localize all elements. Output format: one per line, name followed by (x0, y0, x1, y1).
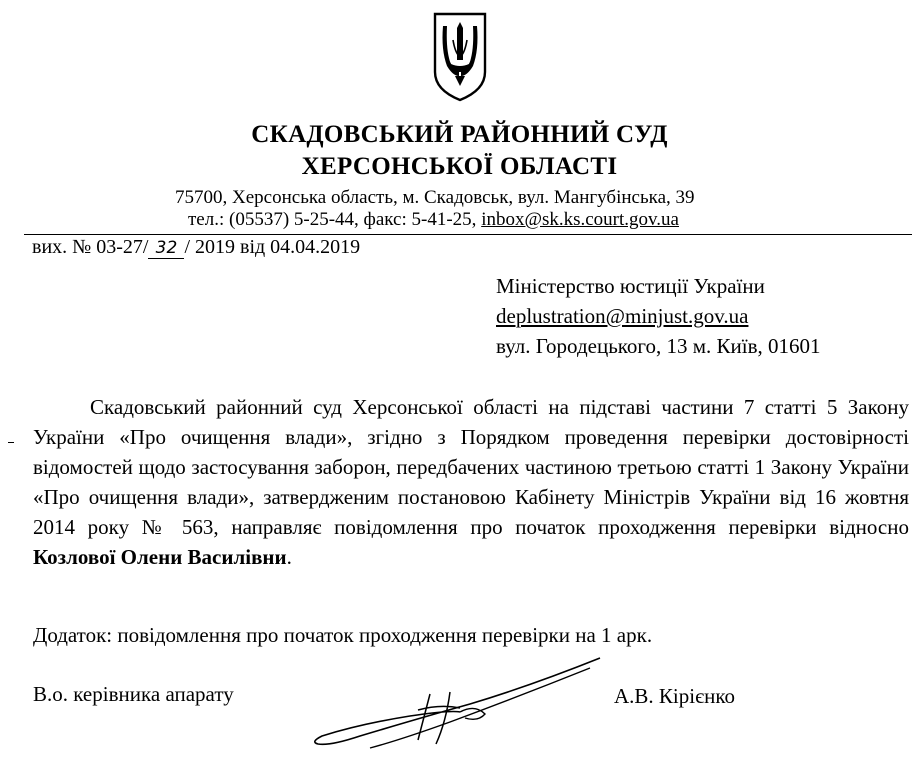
signer-name: А.В. Кірієнко (614, 684, 735, 708)
body-end: . (286, 545, 292, 569)
outgoing-prefix: вих. № 03-27/ (32, 236, 149, 258)
recipient-name: Міністерство юстиції України (496, 274, 765, 298)
outgoing-suffix: / 2019 від 04.04.2019 (184, 236, 361, 258)
phone-fax: тел.: (05537) 5-25-44, факс: 5-41-25, (188, 209, 482, 230)
court-name-line1: СКАДОВСЬКИЙ РАЙОННИЙ СУД (251, 121, 668, 148)
recipient-email-link[interactable]: deplustration@minjust.gov.ua (496, 304, 749, 328)
margin-mark (8, 442, 14, 443)
person-name: Козлової Олени Василівни (33, 545, 287, 569)
court-address: 75700, Херсонська область, м. Скадовськ, вул. Мангубінська, 39 (175, 187, 695, 208)
court-contacts (188, 209, 679, 231)
court-email-link[interactable]: inbox@sk.ks.court.gov.ua (481, 209, 679, 230)
trident-emblem-icon (429, 10, 491, 102)
handwritten-number: 32 (148, 239, 184, 259)
attachment-line: Додаток: повідомлення про початок проходження перевірки на 1 арк. (33, 623, 653, 647)
recipient-address: вул. Городецького, 13 м. Київ, 01601 (496, 334, 821, 358)
court-name-line2: ХЕРСОНСЬКОЇ ОБЛАСТІ (301, 153, 618, 180)
outgoing-number (32, 236, 360, 259)
signer-position: В.о. керівника апарату (33, 682, 234, 706)
header-divider (24, 234, 912, 235)
letter-body (33, 392, 909, 572)
body-text: Скадовський районний суд Херсонської області на підставі частини 7 статті 5 Закону України «Про очищення влади», згідно з Порядком проведення перевірки достовірності відомостей щодо застосування заборон, передбачених частиною третьою статті 1 Закону України «Про очищення влади», затвердженим постановою Кабінету Міністрів України від 16 жовтня 2014 року № 563, направляє повідомлення про початок проходження перевірки відносно (33, 395, 909, 539)
handwritten-signature (300, 652, 610, 757)
